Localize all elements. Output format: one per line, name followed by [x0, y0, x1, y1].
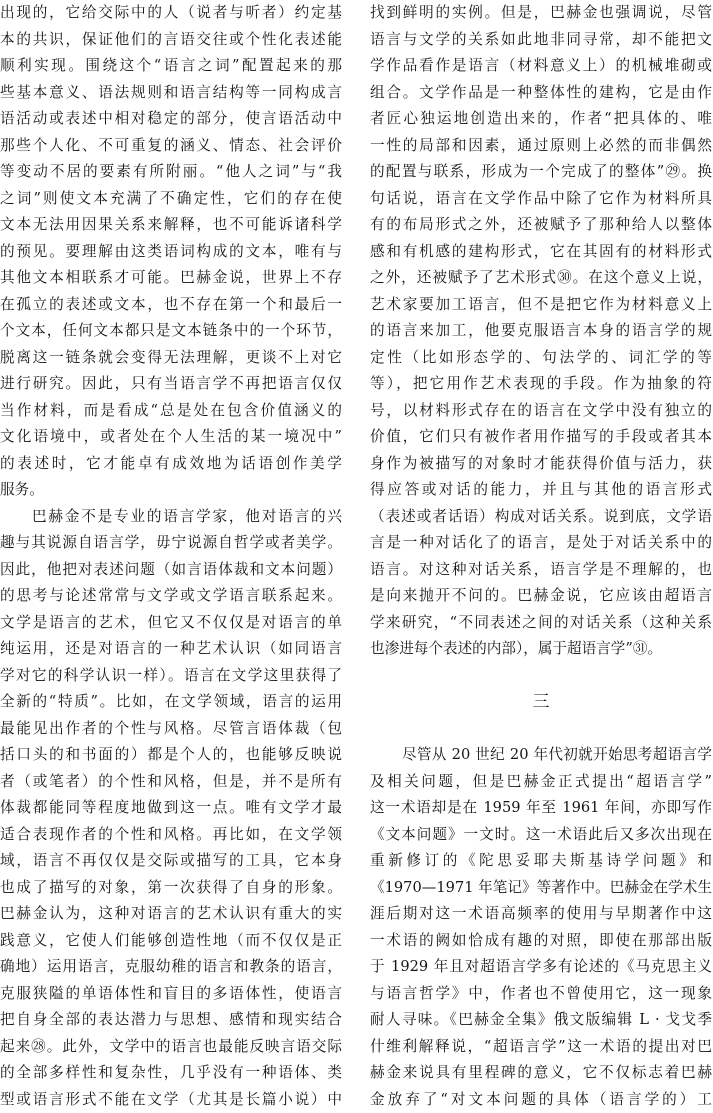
- left-column-line: 也成了描写的对象，第一次获得了自身的形象。: [0, 875, 342, 902]
- right-column-line: 什维利解释说，“超语言学”这一术语的提出对巴: [370, 1034, 712, 1061]
- left-column-line: 学对它的科学认识一样）。语言在文学这里获得了: [0, 663, 342, 690]
- right-column-line: 等），把它用作艺术表现的手段。作为抽象的符: [370, 371, 712, 398]
- right-column-line: 找到鲜明的实例。但是，巴赫金也强调说，尽管: [370, 0, 712, 27]
- right-column-line: 《文本问题》一文时。这一术语此后又多次出现在: [370, 822, 712, 849]
- left-column-line: 最能见出作者的个性与风格。尽管言语体裁（包: [0, 716, 342, 743]
- right-column-line: 语言。对这种对话关系，语言学是不理解的，也: [370, 557, 712, 584]
- left-column-line: 纯运用，还是对语言的一种艺术认识（如同语言: [0, 636, 342, 663]
- left-column-line: 那些个人化、不可重复的涵义、情态、社会评价: [0, 133, 342, 160]
- left-column-line: 本的共识，保证他们的言语交往或个性化表述能: [0, 27, 342, 54]
- left-column-line: 些基本意义、语法规则和语言结构等一同构成言: [0, 80, 342, 107]
- right-column-line: 价值，它们只有被作者用作描写的手段或者其本: [370, 424, 712, 451]
- right-column-line: 艺术家要加工语言，但不是把它作为材料意义上: [370, 292, 712, 319]
- right-column-line: 语言与文学的关系如此地非同寻常，却不能把文: [370, 27, 712, 54]
- left-column-line: 其他文本相联系才可能。巴赫金说，世界上不存: [0, 265, 342, 292]
- left-column-line: 文学是语言的艺术，但它又不仅仅是对语言的单: [0, 610, 342, 637]
- right-column-line: 组合。文学作品是一种整体性的建构，它是由作: [370, 80, 712, 107]
- right-column-line: 金放弃了“对文本问题的具体（语言学的）工: [370, 1087, 712, 1113]
- left-column-line: 全新的“特质”。比如，在文学领域，语言的运用: [0, 689, 342, 716]
- left-column-line: 体裁都能同等程度地做到这一点。唯有文学才最: [0, 795, 342, 822]
- left-column-line: 因此，他把对表述问题（如言语体裁和文本问题）: [0, 557, 342, 584]
- right-column-line: 句话说，语言在文学作品中除了它作为材料所具: [370, 186, 712, 213]
- right-column-line: 是向来抛开不问的。巴赫金说，它应该由超语言: [370, 583, 712, 610]
- left-column-line: 起来㉘。此外，文学中的语言也最能反映言语交际: [0, 1034, 342, 1061]
- right-text-column: [370, 0, 712, 1113]
- left-column-line: 进行研究。因此，只有当语言学不再把语言仅仅: [0, 371, 342, 398]
- right-column-line: 赫金来说具有里程碑的意义，它不仅标志着巴赫: [370, 1060, 712, 1087]
- right-column-line: 有的布局形式之外，还被赋予了那种给人以整体: [370, 212, 712, 239]
- right-column-line: 者匠心独运地创造出来的，作者“把具体的、唯: [370, 106, 712, 133]
- right-column-line: 得应答或对话的能力，并且与其他的语言形式: [370, 477, 712, 504]
- right-column-line: 《1970—1971 年笔记》等著作中。巴赫金在学术生: [370, 875, 712, 902]
- left-column-line: 的表述时，它才能卓有成效地为话语创作美学: [0, 451, 342, 478]
- right-column-line: 一性的局部和因素，通过原则上必然的而非偶然: [370, 133, 712, 160]
- left-column-line: 文化语境中，或者处在个人生活的某一境况中”: [0, 424, 342, 451]
- left-column-line: 个文本，任何文本都只是文本链条中的一个环节，: [0, 318, 342, 345]
- left-column-line: 等变动不居的要素有所附丽。“他人之词”与“我: [0, 159, 342, 186]
- section-heading: 三: [370, 663, 712, 743]
- left-column-line: 趣与其说源自语言学，毋宁说源自哲学或者美学。: [0, 530, 342, 557]
- right-column-line: （表述或者话语）构成对话关系。说到底，文学语: [370, 504, 712, 531]
- left-column-line: 括口头的和书面的）都是个人的，也能够反映说: [0, 742, 342, 769]
- right-column-line: 感和有机感的建构形式，它在其固有的材料形式: [370, 239, 712, 266]
- left-column-line: 出现的，它给交际中的人（说者与听者）约定基: [0, 0, 342, 27]
- right-column-line: 言是一种对话化了的语言，是处于对话关系中的: [370, 530, 712, 557]
- left-column-line: 在孤立的表述或文本，也不存在第一个和最后一: [0, 292, 342, 319]
- right-column-line: 及相关问题，但是巴赫金正式提出“超语言学”: [370, 769, 712, 796]
- left-column-line: 语活动或表述中相对稳定的部分，使言语活动中: [0, 106, 342, 133]
- right-column-line: 也渗进每个表述的内部），属于超语言学”㉛。: [370, 636, 712, 663]
- left-column-line: 顺利实现。围绕这个“语言之词”配置起来的那: [0, 53, 342, 80]
- right-column-line: 与语言哲学》中，作者也不曾使用它，这一现象: [370, 981, 712, 1008]
- right-column-line: 定性（比如形态学的、句法学的、词汇学的等: [370, 345, 712, 372]
- left-column-line: 文本无法用因果关系来解释，也不可能诉诸科学: [0, 212, 342, 239]
- left-column-line: 践意义，它使人们能够创造性地（而不仅仅是正: [0, 928, 342, 955]
- left-column-line: 型或语言形式不能在文学（尤其是长篇小说）中: [0, 1087, 342, 1113]
- right-column-line: 一术语的阙如恰成有趣的对照，即使在那部出版: [370, 928, 712, 955]
- left-column-line: 脱离这一链条就会变得无法理解，更谈不上对它: [0, 345, 342, 372]
- right-column-line: 的语言来加工，他要克服语言本身的语言学的规: [370, 318, 712, 345]
- right-column-line: 重新修订的《陀思妥耶夫斯基诗学问题》和: [370, 848, 712, 875]
- right-column-line: 耐人寻味。《巴赫金全集》俄文版编辑 L · 戈戈季: [370, 1007, 712, 1034]
- left-column-line: 把自身全部的表达潜力与思想、感情和现实结合: [0, 1007, 342, 1034]
- left-column-line: 巴赫金不是专业的语言学家，他对语言的兴: [0, 504, 342, 531]
- right-column-line: 于 1929 年且对超语言学多有论述的《马克思主义: [370, 954, 712, 981]
- left-column-line: 当作材料，而是看成“总是处在包含价值涵义的: [0, 398, 342, 425]
- left-column-line: 域，语言不再仅仅是交际或描写的工具，它本身: [0, 848, 342, 875]
- left-column-line: 的思考与论述常常与文学或文学语言联系起来。: [0, 583, 342, 610]
- left-column-line: 克服狭隘的单语体性和盲目的多语体性，使语言: [0, 981, 342, 1008]
- right-column-line: 尽管从 20 世纪 20 年代初就开始思考超语言学: [370, 742, 712, 769]
- right-column-line: 涯后期对这一术语高频率的使用与早期著作中这: [370, 901, 712, 928]
- right-column-line: 学作品看作是语言（材料意义上）的机械堆砌或: [370, 53, 712, 80]
- right-column-line: 身作为被描写的对象时才能获得价值与活力，获: [370, 451, 712, 478]
- left-column-line: 适合表现作者的个性和风格。再比如，在文学领: [0, 822, 342, 849]
- left-column-line: 之词”则使文本充满了不确定性，它们的存在使: [0, 186, 342, 213]
- right-column-line: 学来研究，“不同表述之间的对话关系（这种关系: [370, 610, 712, 637]
- right-column-line: 这一术语却是在 1959 年至 1961 年间，亦即写作: [370, 795, 712, 822]
- right-column-line: 之外，还被赋予了艺术形式㉚。在这个意义上说，: [370, 265, 712, 292]
- left-column-line: 的全部多样性和复杂性，几乎没有一种语体、类: [0, 1060, 342, 1087]
- left-column-line: 者（或笔者）的个性和风格，但是，并不是所有: [0, 769, 342, 796]
- left-column-line: 确地）运用语言，克服幼稚的语言和教条的语言，: [0, 954, 342, 981]
- right-column-line: 号，以材料形式存在的语言在文学中没有独立的: [370, 398, 712, 425]
- right-column-line: 的配置与联系，形成为一个完成了的整体”㉙。换: [370, 159, 712, 186]
- left-column-line: 巴赫金认为，这种对语言的艺术认识有重大的实: [0, 901, 342, 928]
- left-text-column: [0, 0, 342, 1113]
- left-column-line: 服务。: [0, 477, 342, 504]
- left-column-line: 的预见。要理解由这类语词构成的文本，唯有与: [0, 239, 342, 266]
